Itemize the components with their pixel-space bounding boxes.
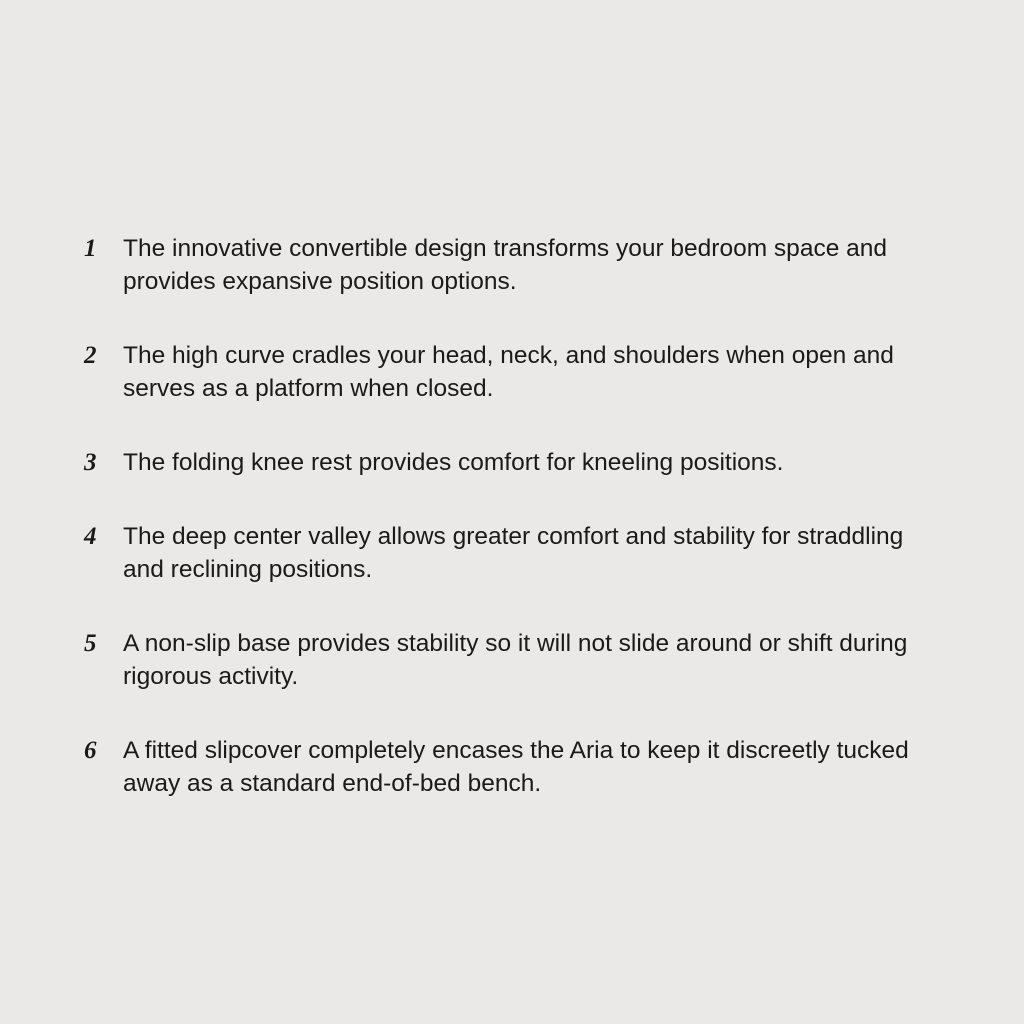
feature-number: 1 [84, 235, 97, 262]
feature-number: 5 [84, 630, 97, 657]
feature-number: 4 [84, 523, 97, 550]
feature-number: 6 [84, 737, 97, 764]
feature-number: 3 [84, 449, 97, 476]
feature-text: The innovative convertible design transforms your bedroom space and provides expansive position options. [123, 235, 887, 295]
feature-text: A fitted slipcover completely encases the Aria to keep it discreetly tucked away as a standard end-of-bed bench. [123, 737, 909, 797]
feature-list [0, 232, 1024, 841]
feature-text: The folding knee rest provides comfort for kneeling positions. [123, 449, 784, 476]
feature-item-2 [0, 339, 1024, 405]
feature-item-3 [0, 446, 1024, 479]
feature-text: The deep center valley allows greater comfort and stability for straddling and reclining positions. [123, 523, 904, 583]
feature-item-1 [0, 232, 1024, 298]
feature-number: 2 [84, 342, 97, 369]
feature-text: A non-slip base provides stability so it will not slide around or shift during rigorous activity. [123, 630, 908, 690]
feature-item-6 [0, 734, 1024, 800]
feature-text: The high curve cradles your head, neck, and shoulders when open and serves as a platform when closed. [123, 342, 894, 402]
feature-item-5 [0, 627, 1024, 693]
feature-item-4 [0, 520, 1024, 586]
